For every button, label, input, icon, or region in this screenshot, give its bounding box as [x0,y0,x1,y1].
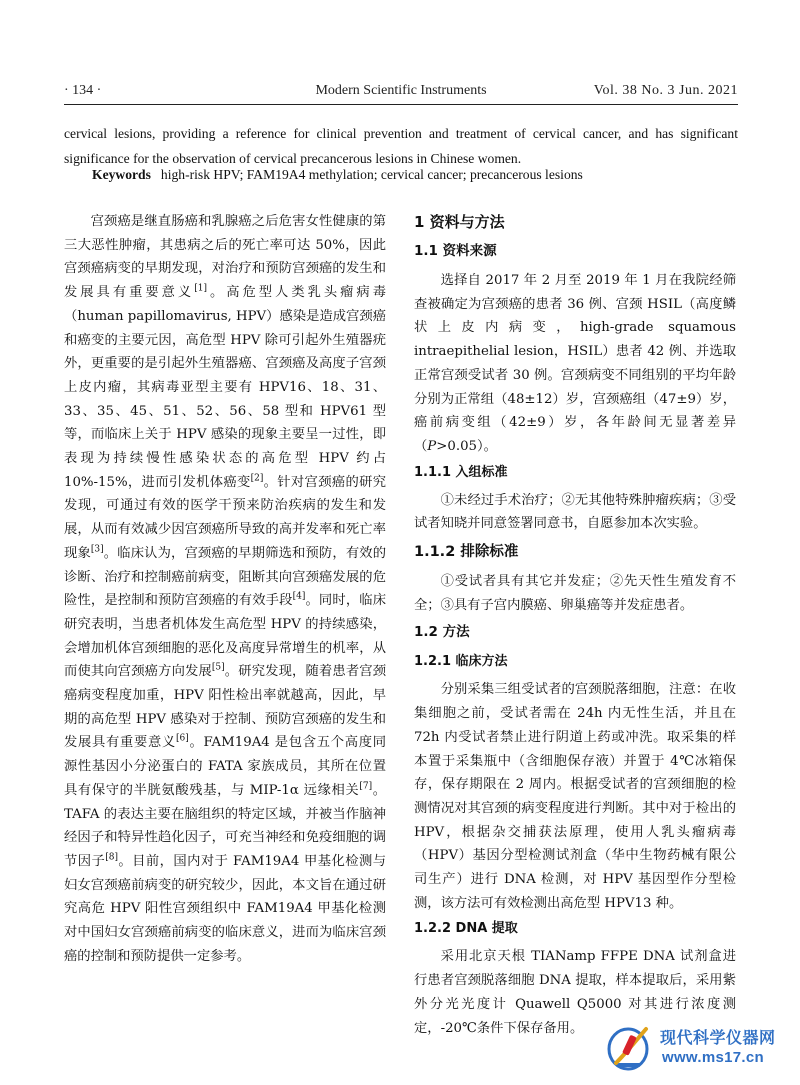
watermark-site-name: 现代科学仪器网 [660,1028,776,1047]
citation: [8] [105,852,118,863]
abstract-text: cervical lesions, providing a reference for clinical prevention and treatment of cervical cancer, and has significant significance for the observation of cervical precancerous lesions in Chinese women. [64,126,738,166]
introduction-paragraph: 宫颈癌是继直肠癌和乳腺癌之后危害女性健康的第三大恶性肿瘤，其患病之后的死亡率可达 50%，因此宫颈癌病变的早期发现，对治疗和预防宫颈癌的发生和发展具有重要意义[1]。高危型人类乳头瘤病毒（human papillomavirus, HPV）感染是造成宫颈癌和癌变的主要元因，高危型 HPV 除可引起外生殖器疣外，更重要的是引起外生殖器癌、宫颈癌及高度子宫颈上皮内瘤，其病毒亚型主要有 HPV16、18、31、33、35、45、51、52、56、58 型和 HPV61 型等，而临床上关于 HPV 感染的现象主要呈一过性，即表现为持续慢性感染状态的高危型 HPV 约占 10%-15%，进而引发机体癌变[2]。针对宫颈癌的研究发现，可通过有效的医学干预来防治疾病的发生和发展，从而有效减少因宫颈癌所导致的高并发率和死亡率现象[3]。临床认为，宫颈癌的早期筛选和预防，有效的诊断、治疗和控制癌前病变，阻断其向宫颈癌发展的危险性，是控制和预防宫颈癌的有效手段[4]。同时，临床研究表明，当患者机体发生高危型 HPV 的持续感染，会增加机体宫颈细胞的恶化及高度异常增生的机率，从而使其向宫颈癌方向发展[5]。研究发现，随着患者宫颈癌病变程度加重，HPV 阳性检出率就越高，因此，早期的高危型 HPV 感染对于控制、预防宫颈癌的发生和发展具有重要意义[6]。FAM19A4 是包含五个高度同源性基因小分泌蛋白的 FATA 家族成员，其所在位置具有保守的半胱氨酸残基，与 MIP-1α 远缘相关[7]。TAFA 的表达主要在脑组织的特定区域，并被当作脑神经因子和特异性趋化因子，可充当神经和免疫细胞的调节因子[8]。目前，国内对于 FAM19A4 甲基化检测与妇女宫颈癌前病变的研究较少，因此，本文旨在通过研究高危 HPV 阳性宫颈组织中 FAM19A4 甲基化检测对中国妇女宫颈癌前病变的临床意义，进而为临床宫颈癌的控制和预防提供一定参考。 [64,214,387,964]
citation: [1] [194,283,207,294]
exclusion-criteria-paragraph: ①受试者具有其它并发症；②先天性生殖发育不全；③具有子宫内膜癌、卵巢癌等并发症患者。 [414,574,736,613]
site-watermark [606,1019,786,1077]
citation: [5] [211,662,225,673]
subsection-heading-1-1-2: 1.1.2 排除标准 [414,544,519,561]
inclusion-criteria-paragraph: ①未经过手术治疗；②无其他特殊肿瘤疾病；③受试者知晓并同意签署同意书，自愿参加本次实验。 [414,492,736,532]
microscope-logo-icon [606,1023,656,1073]
issue-info: Vol. 38 No. 3 Jun. 2021 [593,83,738,98]
left-column [64,210,386,969]
keywords-line [92,164,738,186]
clinical-method-paragraph: 分别采集三组受试者的宫颈脱落细胞，注意：在收集细胞之前，受试者需在 24h 内无性生活，并且在 72h 内受试者禁止进行阴道上药或冲洗。取采集的样本置于采集瓶中（含细胞保存液）并置于 4℃冰箱保存，保存期限在 2 周内。根据受试者的宫颈细胞的检测情况对其宫颈的病变程度进行判断。其中对于检出的 HPV，根据杂交捕获法原理，使用人乳头瘤病毒（HPV）基因分型检测试剂盒（华中生物药械有限公司生产）进行 DNA 检测，对 HPV 基因型作分型检测，该方法可有效检测出高危型 HPV13 种。 [414,682,736,911]
watermark-url: www.ms17.cn [662,1049,764,1066]
keywords-text: high-risk HPV; FAM19A4 methylation; cervical cancer; precancerous lesions [160,167,583,182]
subsection-heading-1-2: 1.2 方法 [414,624,470,641]
citation: [3] [90,544,104,555]
page-number: · 134 · [64,83,102,98]
section-heading-1: 1 资料与方法 [414,213,505,231]
citation: [4] [292,591,306,602]
citation: [2] [250,473,264,484]
running-header [64,83,738,105]
right-column [414,210,736,1040]
citation: [7] [359,781,373,792]
subsection-heading-1-1-1: 1.1.1 入组标准 [414,464,508,480]
journal-name: Modern Scientific Instruments [315,83,487,98]
keywords-label: Keywords [92,167,151,182]
data-source-paragraph: 选择自 2017 年 2 月至 2019 年 1 月在我院经筛查被确定为宫颈癌的患者 36 例、宫颈 HSIL（高度鳞状上皮内病变，high-grade squamous intraepithelial lesion，HSIL）患者 42 例、并选取正常宫颈受试者 30 例。宫颈病变不同组别的平均年龄分别为正常组（48±12）岁，宫颈癌组（47±9）岁，癌前病变组（42±9）岁，各年龄间无显著差异（P>0.05）。 [414,273,736,454]
subsection-heading-1-1: 1.1 资料来源 [414,243,497,259]
dna-extraction-paragraph: 采用北京天根 TIANamp FFPE DNA 试剂盒进行患者宫颈脱落细胞 DNA 提取，样本提取后，采用紫外分光光度计 Quawell Q5000 对其进行浓度测定，-20℃条件下保存备用。 [414,949,736,1036]
citation: [6] [176,734,189,745]
subsection-heading-1-2-1: 1.2.1 临床方法 [414,654,508,670]
subsection-heading-1-2-2: 1.2.2 DNA 提取 [414,921,518,937]
